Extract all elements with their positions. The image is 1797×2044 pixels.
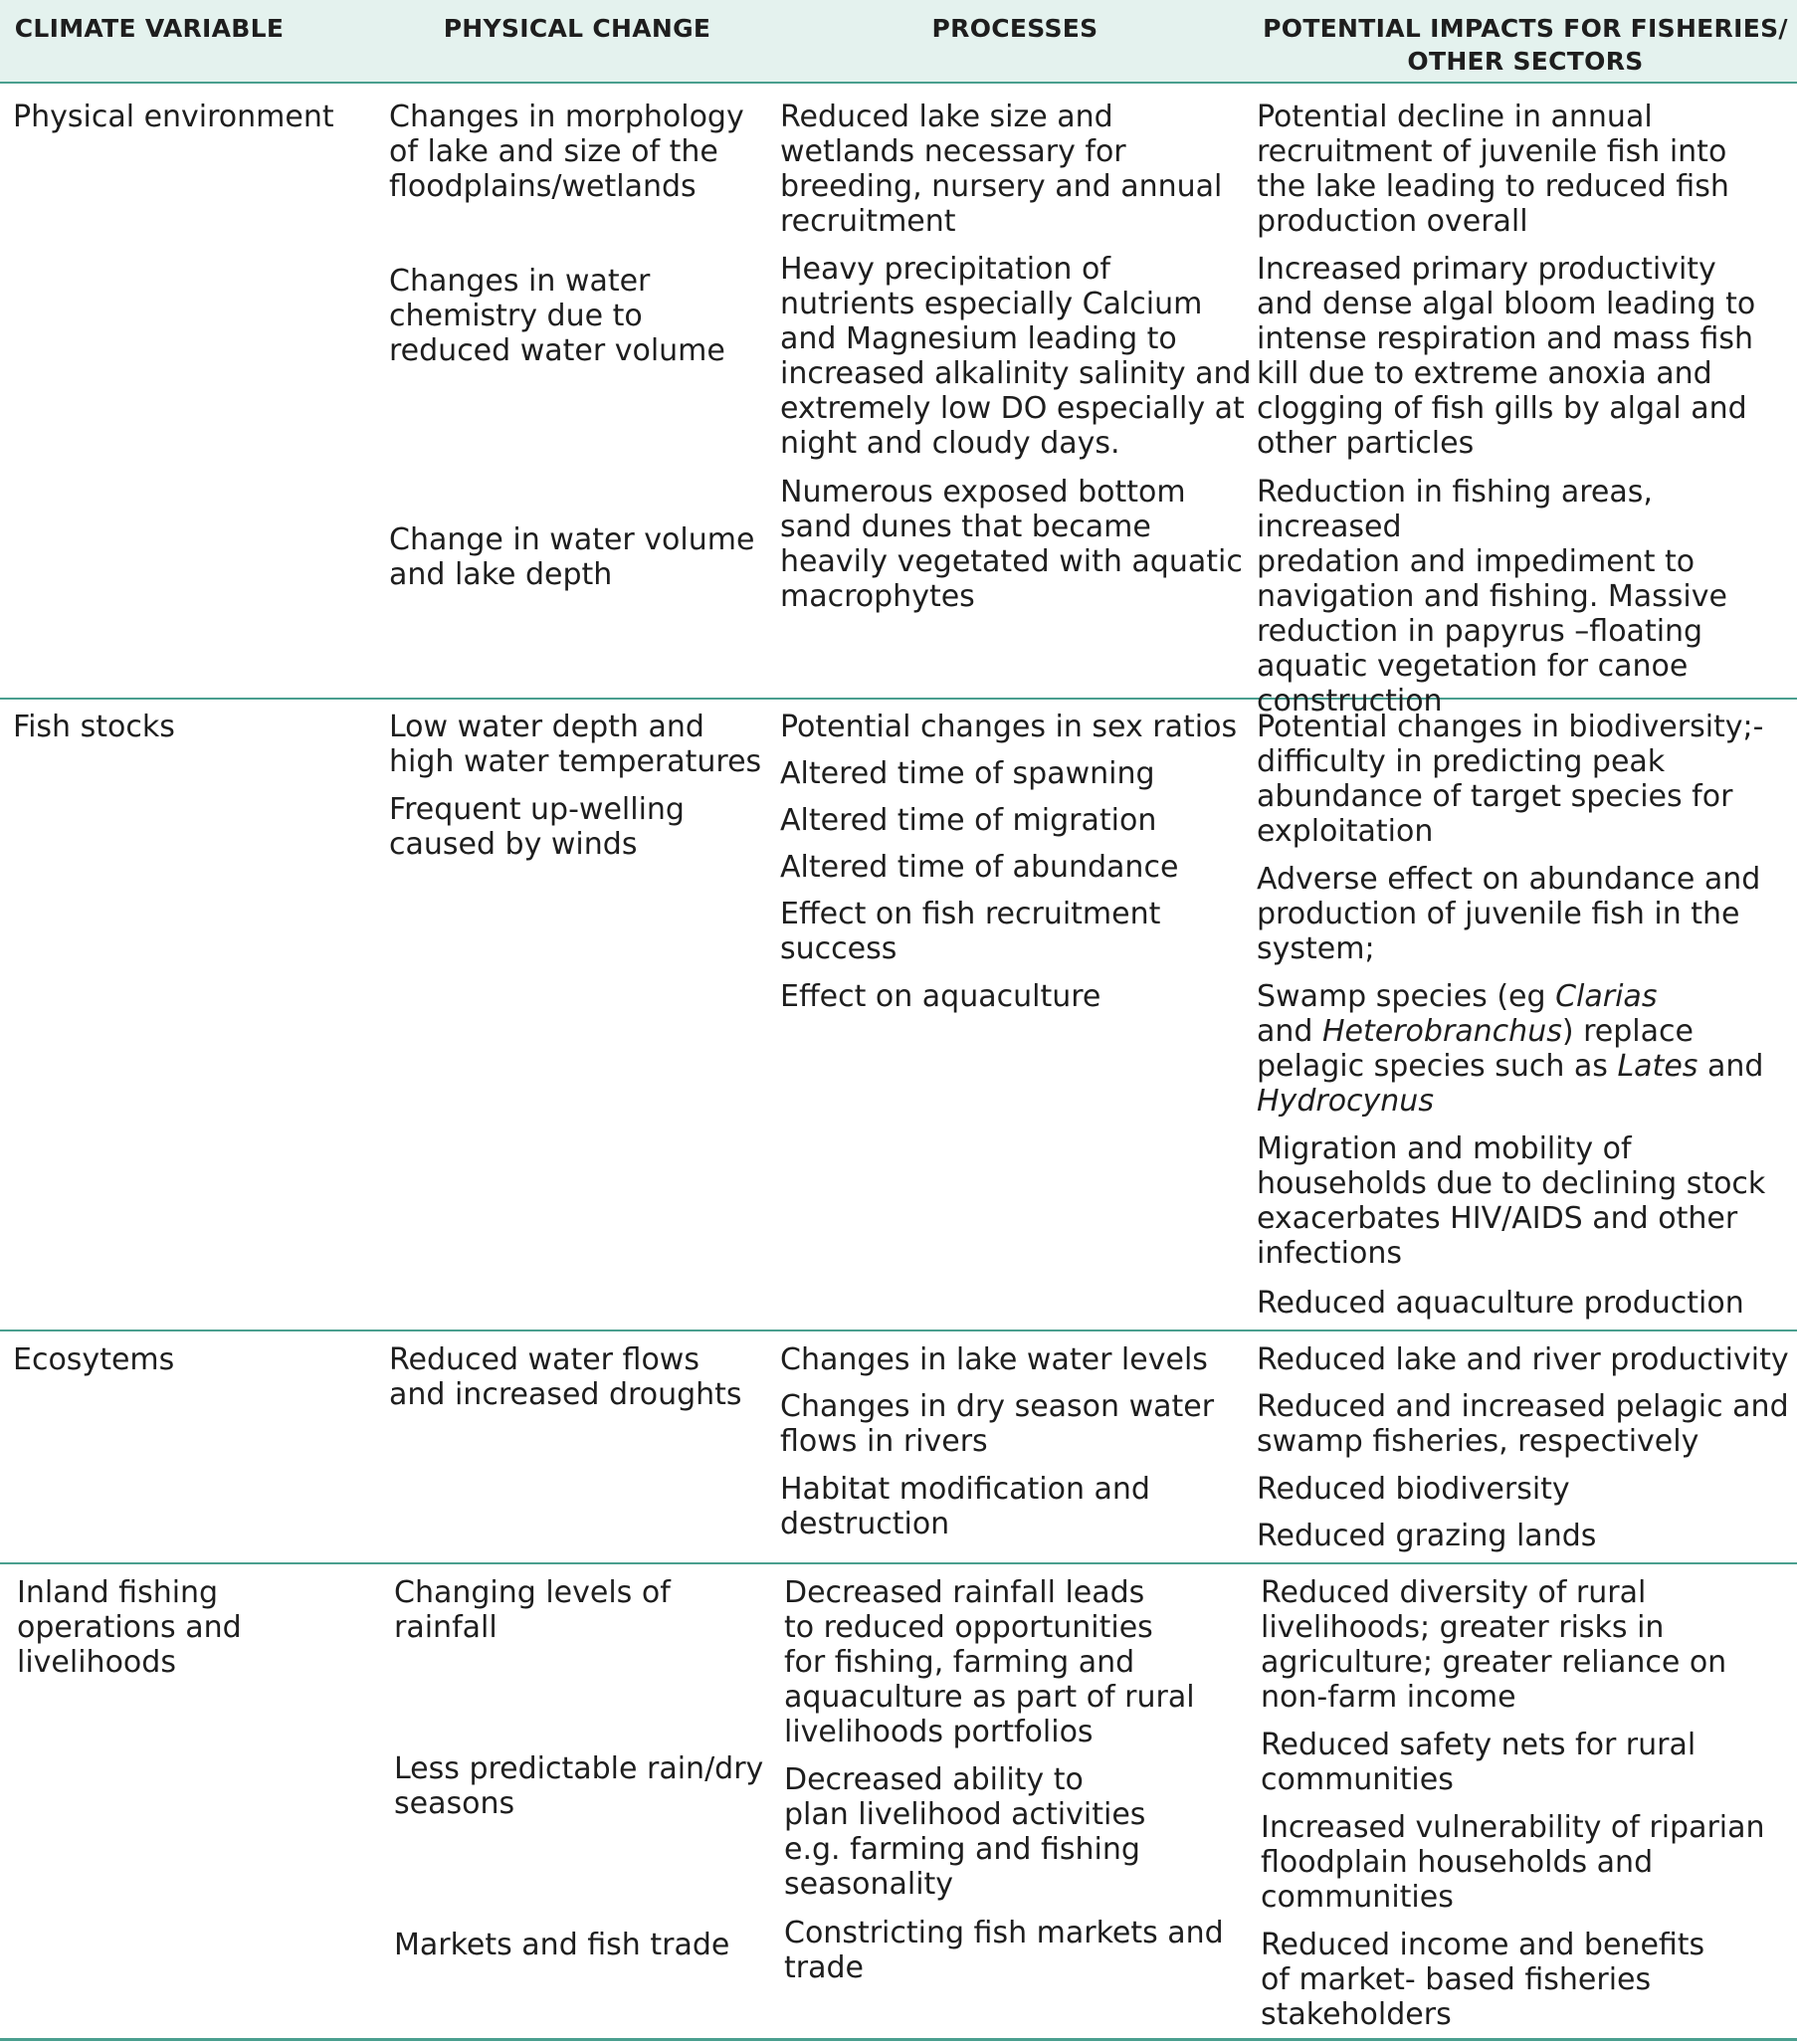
variable-cell: Ecosytems (13, 1342, 175, 1377)
impact-cell: Reduced aquaculture production (1257, 1286, 1744, 1321)
impact-cell: Reduced diversity of rural livelihoods; greater risks in agriculture; greater reliance on non-farm income (1261, 1575, 1727, 1715)
process-cell: Changes in lake water levels (780, 1342, 1208, 1377)
impact-cell: Potential decline in annual recruitment of juvenile fish into the lake leading to reduced fish production overall (1257, 100, 1729, 239)
physical-change-cell: Frequent up-welling caused by winds (389, 792, 685, 862)
variable-cell: Fish stocks (13, 710, 175, 744)
process-cell: Numerous exposed bottom sand dunes that became heavily vegetated with aquatic macrophytes (780, 475, 1243, 614)
process-cell: Reduced lake size and wetlands necessary for breeding, nursery and annual recruitment (780, 100, 1223, 239)
process-cell: Decreased rainfall leads to reduced opportunities for fishing, farming and aquaculture as part of rural livelihoods portfolios (784, 1575, 1195, 1749)
impact-cell: Reduced lake and river productivity (1257, 1342, 1789, 1377)
impact-cell: Reduction in fishing areas, increased predation and impediment to navigation and fishing. Massive reduction in papyrus –floating aquatic vegetation for canoe construction (1257, 475, 1727, 718)
header-physical-change: PHYSICAL CHANGE (443, 14, 711, 43)
process-cell: Altered time of spawning (780, 756, 1155, 791)
table-header (0, 0, 1797, 84)
process-cell: Constricting fish markets and trade (784, 1916, 1224, 1985)
header-processes: PROCESSES (931, 14, 1098, 43)
impact-text: Swamp species (eg (1257, 979, 1556, 1014)
process-cell: Potential changes in sex ratios (780, 710, 1238, 744)
process-cell: Decreased ability to plan livelihood activities e.g. farming and fishing seasonality (784, 1762, 1146, 1902)
impact-text: ) replace pelagic species such as (1257, 1014, 1694, 1084)
species-name-italic: Hydrocynus (1257, 1084, 1434, 1119)
impact-cell: Increased vulnerability of riparian floodplain households and communities (1261, 1810, 1765, 1915)
process-cell: Altered time of migration (780, 803, 1157, 838)
table-bottom-rule (0, 2038, 1797, 2041)
impact-cell-swamp-species (1257, 979, 1763, 1119)
process-cell: Habitat modification and destruction (780, 1472, 1150, 1541)
process-cell: Changes in dry season water flows in rivers (780, 1389, 1215, 1459)
physical-change-cell: Low water depth and high water temperatures (389, 710, 762, 779)
physical-change-cell: Reduced water flows and increased droughts (389, 1342, 742, 1412)
header-potential-impacts: POTENTIAL IMPACTS FOR FISHERIES/ OTHER SECTORS (1263, 14, 1788, 76)
species-name-italic: Lates (1617, 1049, 1698, 1084)
impact-cell: Potential changes in biodiversity;- difficulty in predicting peak abundance of target species for exploitation (1257, 710, 1764, 849)
physical-change-cell: Changing levels of rainfall (394, 1575, 671, 1645)
impact-cell: Reduced biodiversity (1257, 1472, 1570, 1507)
process-cell: Altered time of abundance (780, 850, 1179, 885)
impact-cell: Migration and mobility of households due to declining stock exacerbates HIV/AIDS and other infections (1257, 1131, 1766, 1271)
species-name-italic: Heterobranchus (1321, 1014, 1562, 1049)
row-divider (0, 1562, 1797, 1564)
impact-cell: Increased primary productivity and dense algal bloom leading to intense respiration and mass fish kill due to extreme anoxia and clogging of fish gills by algal and other particles (1257, 252, 1756, 461)
impact-text: and (1706, 1049, 1764, 1084)
impact-text: and (1257, 1014, 1313, 1049)
impact-cell: Reduced safety nets for rural communities (1261, 1728, 1697, 1797)
variable-cell: Physical environment (13, 100, 334, 134)
process-cell: Heavy precipitation of nutrients especially Calcium and Magnesium leading to increased alkalinity salinity and extremely low DO especially at night and cloudy days. (780, 252, 1252, 461)
impact-cell: Reduced and increased pelagic and swamp fisheries, respectively (1257, 1389, 1789, 1459)
process-cell: Effect on fish recruitment success (780, 897, 1161, 966)
variable-cell: Inland fishing operations and livelihoods (17, 1575, 242, 1680)
physical-change-cell: Changes in morphology of lake and size of the floodplains/wetlands (389, 100, 744, 204)
physical-change-cell: Changes in water chemistry due to reduced water volume (389, 264, 725, 368)
physical-change-cell: Less predictable rain/dry seasons (394, 1751, 764, 1821)
impact-cell: Reduced grazing lands (1257, 1519, 1597, 1553)
physical-change-cell: Change in water volume and lake depth (389, 522, 755, 592)
impact-cell: Reduced income and benefits of market- based fisheries stakeholders (1261, 1928, 1705, 2032)
row-divider (0, 1329, 1797, 1331)
physical-change-cell: Markets and fish trade (394, 1928, 730, 1962)
impact-cell: Adverse effect on abundance and production of juvenile fish in the system; (1257, 862, 1761, 966)
header-climate-variable: CLIMATE VARIABLE (14, 14, 285, 43)
species-name-italic: Clarias (1555, 979, 1658, 1014)
process-cell: Effect on aquaculture (780, 979, 1101, 1014)
